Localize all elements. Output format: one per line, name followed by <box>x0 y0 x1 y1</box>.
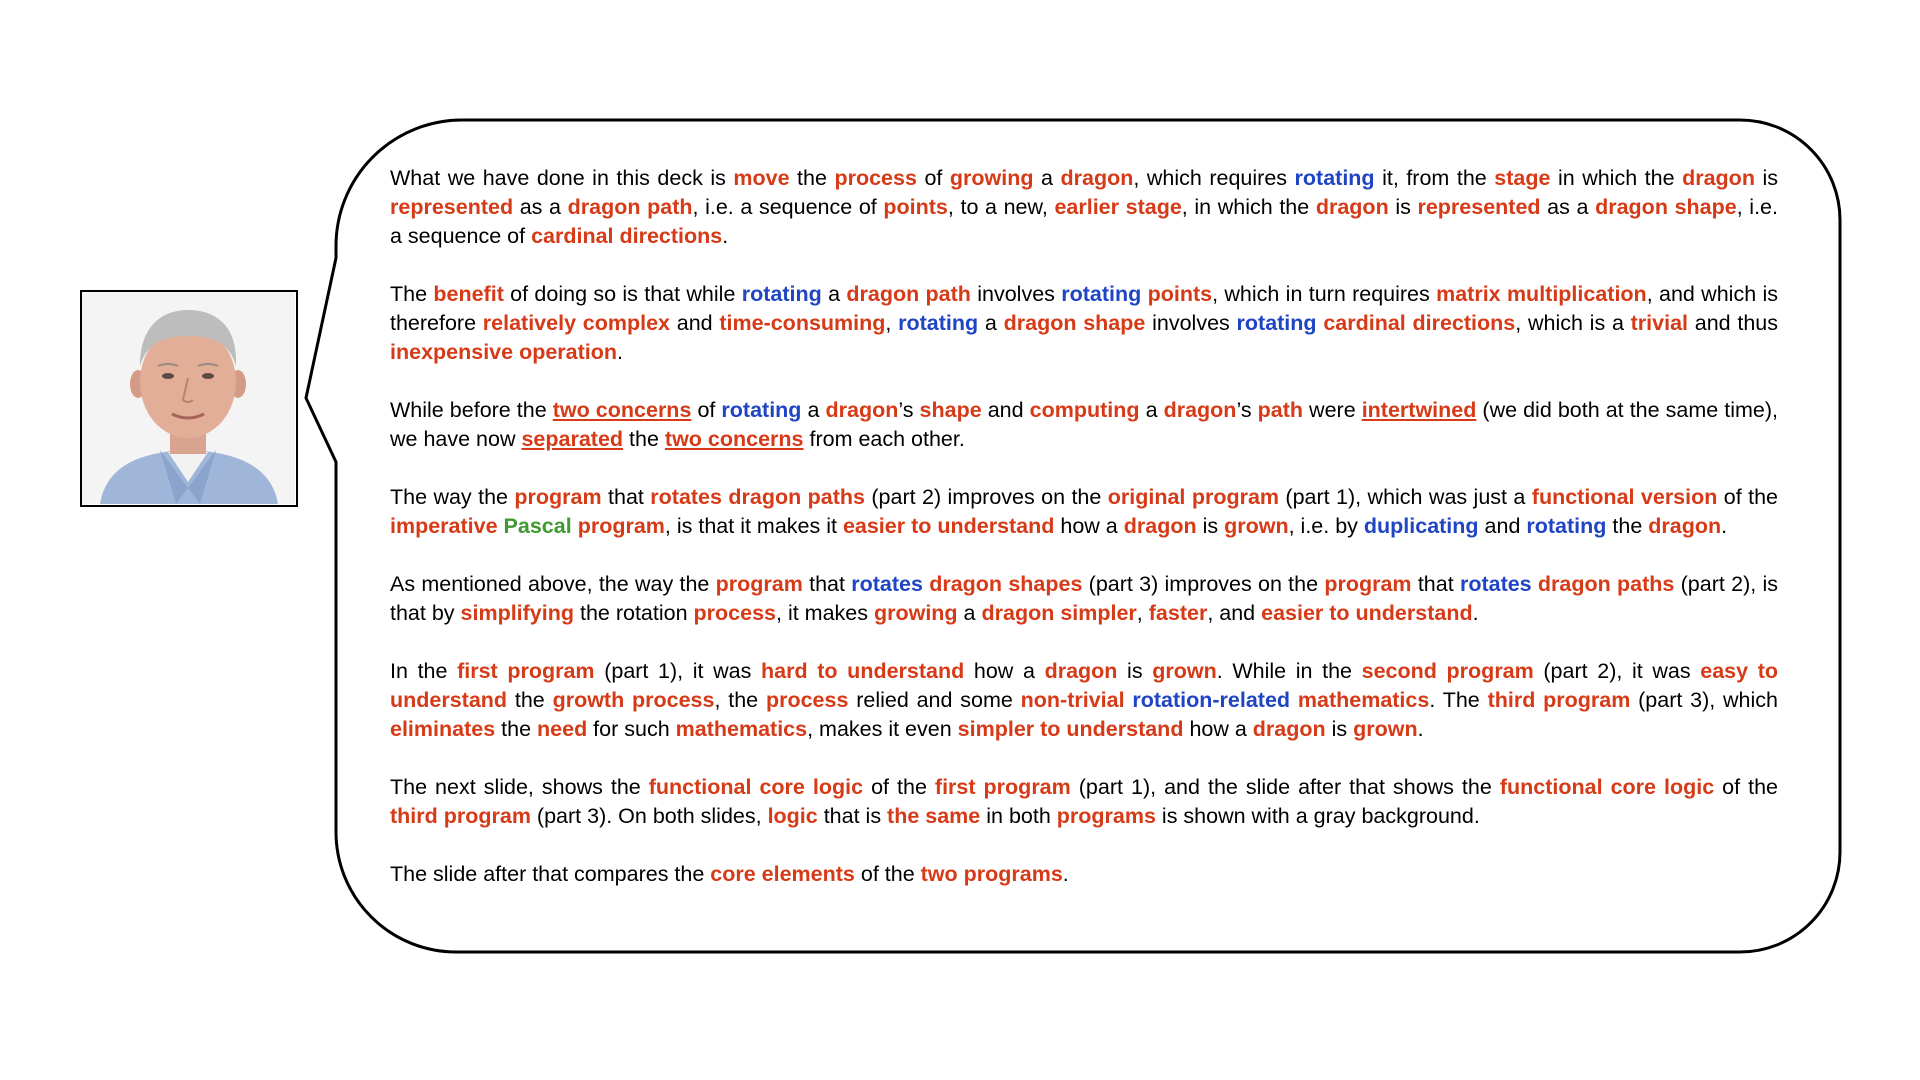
text-run: a <box>821 282 847 306</box>
highlighted-term: dragon shape <box>1003 311 1146 335</box>
highlighted-term: intertwined <box>1361 398 1477 422</box>
text-run: involves <box>970 282 1062 306</box>
paragraph <box>390 570 1778 628</box>
highlighted-term: grown <box>1152 659 1217 683</box>
text-run: the <box>495 717 538 741</box>
highlighted-term: points <box>883 195 948 219</box>
text-run: that is <box>817 804 888 828</box>
highlighted-term: dragon paths <box>1537 572 1675 596</box>
highlighted-term: path <box>1257 398 1304 422</box>
text-run: how a <box>964 659 1045 683</box>
text-run: (part 1), which was just a <box>1279 485 1532 509</box>
highlighted-term: the same <box>887 804 981 828</box>
text-run: as a <box>1540 195 1596 219</box>
text-run: that <box>601 485 651 509</box>
highlighted-term: computing <box>1029 398 1140 422</box>
highlighted-term: growth process <box>552 688 715 712</box>
highlighted-term: simpler to understand <box>957 717 1184 741</box>
text-run: (we did both at the same time), we have now <box>390 398 1778 451</box>
highlighted-term: rotates dragon paths <box>650 485 865 509</box>
highlighted-term: two concerns <box>664 427 804 451</box>
text-run: is <box>1117 659 1153 683</box>
text-run: , makes it even <box>807 717 958 741</box>
text-run: , which requires <box>1133 166 1295 190</box>
text-run: , the <box>714 688 766 712</box>
text-run: , <box>885 311 899 335</box>
highlighted-term: matrix multiplication <box>1436 282 1647 306</box>
text-run: a <box>957 601 982 625</box>
text-run: and thus <box>1688 311 1779 335</box>
text-run: it, from the <box>1374 166 1495 190</box>
text-run: , and <box>1207 601 1262 625</box>
text-run: relied and some <box>848 688 1021 712</box>
highlighted-term: hard to understand <box>761 659 965 683</box>
text-run: the <box>623 427 665 451</box>
text-run: , and which is therefore <box>390 282 1778 335</box>
highlighted-term: rotating <box>721 398 802 422</box>
text-run: , which in turn requires <box>1212 282 1437 306</box>
paragraph <box>390 773 1778 831</box>
text-run: (part 2), it was <box>1533 659 1701 683</box>
highlighted-term: programs <box>1056 804 1156 828</box>
text-run: the <box>1606 514 1649 538</box>
highlighted-term: stage <box>1494 166 1551 190</box>
highlighted-term: two programs <box>920 862 1063 886</box>
highlighted-term: mathematics <box>1297 688 1430 712</box>
text-run: as a <box>513 195 568 219</box>
text-run: of doing so is that while <box>503 282 742 306</box>
text-run: . <box>1417 717 1424 741</box>
highlighted-term: imperative <box>390 514 498 538</box>
highlighted-term: dragon path <box>846 282 971 306</box>
highlighted-term: non-trivial <box>1020 688 1125 712</box>
highlighted-term: eliminates <box>390 717 496 741</box>
highlighted-term: rotating <box>1061 282 1142 306</box>
highlighted-term: original program <box>1107 485 1280 509</box>
highlighted-term: dragon <box>1123 514 1197 538</box>
text-run: , which is a <box>1515 311 1631 335</box>
paragraph <box>390 860 1778 889</box>
highlighted-term: dragon shapes <box>929 572 1083 596</box>
text-run: . While in the <box>1216 659 1362 683</box>
text-run: of <box>691 398 722 422</box>
highlighted-term: rotates <box>1459 572 1532 596</box>
text-run: . <box>1062 862 1069 886</box>
text-run: is shown with a gray background. <box>1155 804 1480 828</box>
text-run: , i.e. by <box>1288 514 1364 538</box>
highlighted-term: dragon <box>1060 166 1134 190</box>
text-run: The way the <box>390 485 515 509</box>
highlighted-term: dragon <box>825 398 899 422</box>
highlighted-term: program <box>715 572 803 596</box>
highlighted-term: functional version <box>1531 485 1718 509</box>
highlighted-term: first program <box>457 659 595 683</box>
highlighted-term: rotation-related <box>1132 688 1291 712</box>
text-run: . <box>1721 514 1728 538</box>
highlighted-term: dragon <box>1648 514 1722 538</box>
text-run: a <box>801 398 826 422</box>
highlighted-term: process <box>834 166 917 190</box>
highlighted-term: easy to understand <box>390 659 1778 712</box>
paragraph <box>390 483 1778 541</box>
text-run: While before the <box>390 398 553 422</box>
text-run: . <box>617 340 623 364</box>
text-run: that <box>802 572 852 596</box>
text-run: ’s <box>1236 398 1258 422</box>
text-run: from each other. <box>803 427 965 451</box>
highlighted-term: shape <box>919 398 982 422</box>
highlighted-term: move <box>733 166 790 190</box>
text-run: , it makes <box>776 601 874 625</box>
text-run: (part 2), is that by <box>390 572 1778 625</box>
paragraph <box>390 657 1778 744</box>
highlighted-term: dragon path <box>567 195 693 219</box>
text-run: (part 3), which <box>1630 688 1779 712</box>
text-run: The next slide, shows the <box>390 775 649 799</box>
highlighted-term: dragon <box>1044 659 1118 683</box>
highlighted-term: earlier stage <box>1054 195 1182 219</box>
highlighted-term: easier to understand <box>842 514 1055 538</box>
paragraph <box>390 280 1778 367</box>
text-run: that <box>1411 572 1460 596</box>
text-run: and <box>670 311 720 335</box>
text-run: how a <box>1054 514 1124 538</box>
highlighted-term: rotating <box>1294 166 1375 190</box>
text-run: involves <box>1145 311 1237 335</box>
highlighted-term: process <box>693 601 776 625</box>
text-run: in which the <box>1550 166 1683 190</box>
highlighted-term: points <box>1147 282 1213 306</box>
text-run: of <box>916 166 950 190</box>
highlighted-term: program <box>1324 572 1412 596</box>
highlighted-term: grown <box>1224 514 1289 538</box>
text-run: The slide after that compares the <box>390 862 711 886</box>
text-run: . <box>1472 601 1479 625</box>
highlighted-term: program <box>577 514 665 538</box>
text-run: (part 3). On both slides, <box>530 804 768 828</box>
paragraph <box>390 396 1778 454</box>
text-run: , is that it makes it <box>664 514 843 538</box>
text-run: (part 3) improves on the <box>1082 572 1325 596</box>
text-run: , i.e. a sequence of <box>692 195 884 219</box>
highlighted-term: growing <box>949 166 1034 190</box>
highlighted-term: grown <box>1353 717 1418 741</box>
highlighted-term: dragon simpler <box>981 601 1137 625</box>
highlighted-term: Pascal <box>503 514 572 538</box>
highlighted-term: third program <box>1487 688 1631 712</box>
text-run: As mentioned above, the way the <box>390 572 716 596</box>
text-run <box>1290 688 1298 712</box>
highlighted-term: core elements <box>710 862 855 886</box>
highlighted-term: rotates <box>851 572 923 596</box>
highlighted-term: rotating <box>898 311 979 335</box>
highlighted-term: dragon shape <box>1595 195 1737 219</box>
text-run: . <box>722 224 729 248</box>
highlighted-term: relatively complex <box>482 311 670 335</box>
highlighted-term: dragon <box>1163 398 1237 422</box>
text-run: is <box>1325 717 1354 741</box>
highlighted-term: program <box>514 485 602 509</box>
text-run: is <box>1754 166 1778 190</box>
text-run: a <box>1033 166 1061 190</box>
highlighted-term: functional core logic <box>1499 775 1715 799</box>
highlighted-term: logic <box>767 804 818 828</box>
text-run: of the <box>1717 485 1779 509</box>
highlighted-term: cardinal directions <box>531 224 723 248</box>
highlighted-term: duplicating <box>1363 514 1479 538</box>
text-run: for such <box>587 717 676 741</box>
highlighted-term: growing <box>873 601 958 625</box>
text-run: is <box>1388 195 1418 219</box>
text-run: the rotation <box>574 601 694 625</box>
highlighted-term: inexpensive operation <box>390 340 618 364</box>
text-run: (part 2) improves on the <box>864 485 1108 509</box>
highlighted-term: need <box>537 717 588 741</box>
text-run: and <box>981 398 1030 422</box>
text-run: and <box>1478 514 1527 538</box>
text-run: is <box>1196 514 1225 538</box>
highlighted-term: represented <box>390 195 514 219</box>
paragraph <box>390 164 1778 251</box>
highlighted-term: first program <box>934 775 1071 799</box>
text-run: the <box>507 688 553 712</box>
highlighted-term: rotating <box>1236 311 1317 335</box>
text-run: . The <box>1429 688 1488 712</box>
text-run: , <box>1136 601 1149 625</box>
highlighted-term: second program <box>1361 659 1534 683</box>
highlighted-term: separated <box>521 427 624 451</box>
text-run: , i.e. a sequence of <box>390 195 1778 248</box>
text-run: In the <box>390 659 458 683</box>
highlighted-term: benefit <box>433 282 504 306</box>
highlighted-term: dragon <box>1252 717 1326 741</box>
highlighted-term: two concerns <box>552 398 692 422</box>
highlighted-term: trivial <box>1630 311 1689 335</box>
text-run: , to a new, <box>947 195 1055 219</box>
highlighted-term: process <box>765 688 849 712</box>
text-run: The <box>390 282 434 306</box>
text-run: What we have done in this deck is <box>390 166 734 190</box>
text-run: the <box>789 166 835 190</box>
text-run: (part 1), and the slide after that shows the <box>1070 775 1500 799</box>
text-run: of the <box>863 775 935 799</box>
text-run: how a <box>1183 717 1253 741</box>
highlighted-term: functional core logic <box>648 775 864 799</box>
text-run: were <box>1303 398 1362 422</box>
text-run: of the <box>1714 775 1779 799</box>
highlighted-term: faster <box>1148 601 1208 625</box>
highlighted-term: rotating <box>741 282 822 306</box>
highlighted-term: simplifying <box>460 601 574 625</box>
highlighted-term: represented <box>1417 195 1541 219</box>
highlighted-term: cardinal directions <box>1323 311 1516 335</box>
highlighted-term: mathematics <box>675 717 808 741</box>
text-run: ’s <box>898 398 920 422</box>
text-run: a <box>1139 398 1164 422</box>
highlighted-term: easier to understand <box>1261 601 1473 625</box>
highlighted-term: third program <box>390 804 531 828</box>
text-run: of the <box>854 862 921 886</box>
text-run: (part 1), it was <box>594 659 762 683</box>
bubble-text <box>390 164 1778 918</box>
highlighted-term: time-consuming <box>719 311 886 335</box>
highlighted-term: dragon <box>1682 166 1755 190</box>
highlighted-term: rotating <box>1526 514 1607 538</box>
text-run: in both <box>980 804 1057 828</box>
text-run: a <box>978 311 1004 335</box>
text-run: , in which the <box>1181 195 1316 219</box>
highlighted-term: dragon <box>1315 195 1389 219</box>
